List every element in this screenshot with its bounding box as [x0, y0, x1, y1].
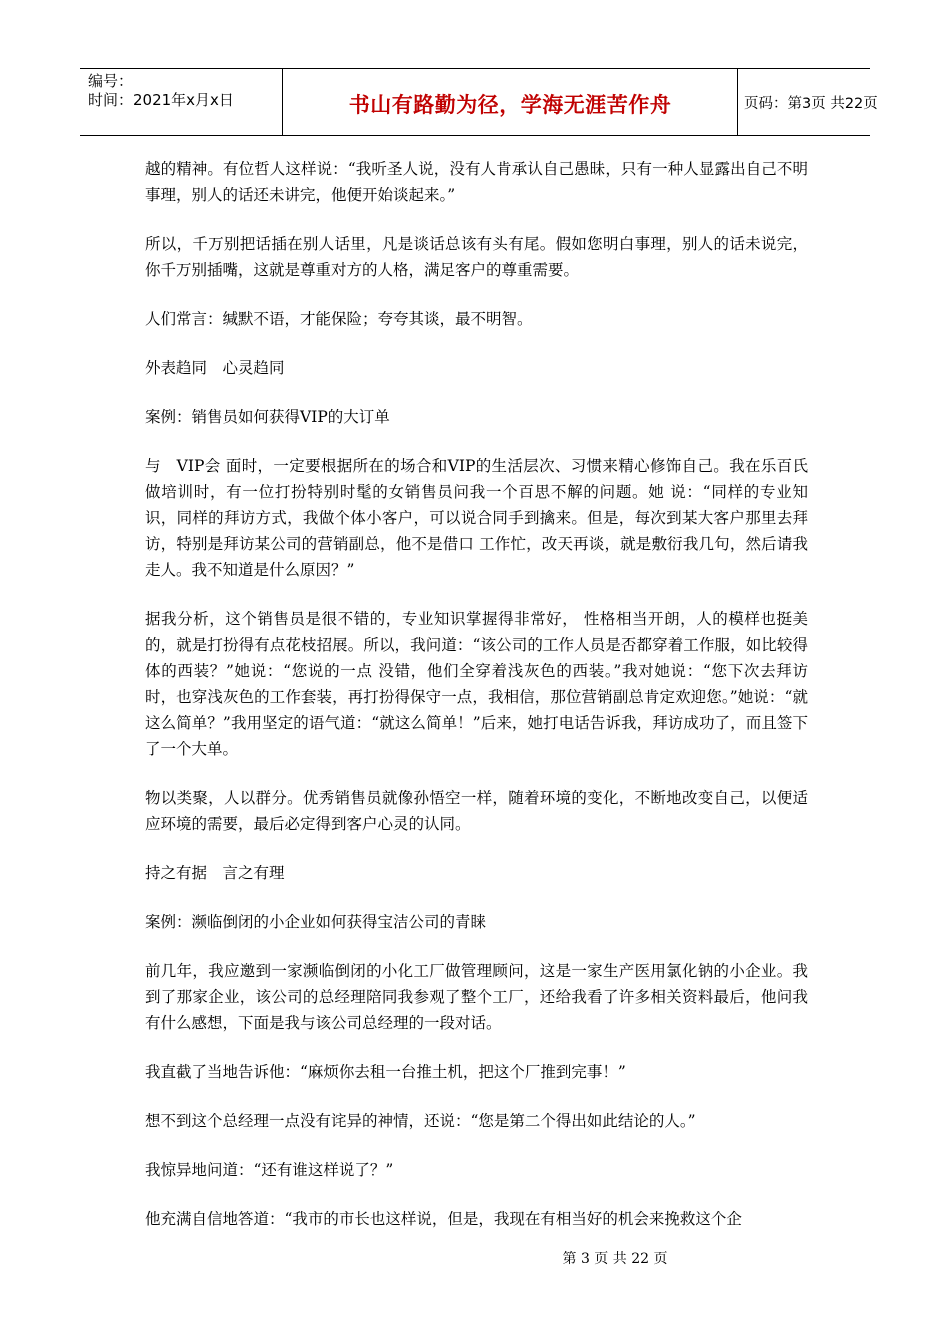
- section-heading: 持之有据 言之有理: [145, 864, 285, 882]
- paragraph: 与 VIP会 面时，一定要根据所在的场合和VIP的生活层次、习惯来精心修饰自己。我在乐百氏做培训时，有一位打扮特别时髦的女销售员问我一个百思不解的问题。她 说：“同样的专业知识，同样的拜访方式，我做个体小客户，可以说合同手到擒来。但是，每次到某大客户那里去拜访，特别是拜访某公司的营销副总，他不是借口 工作忙，改天再谈，就是敷衍我几句，然后请我走人。我不知道是什么原因？”: [145, 457, 808, 579]
- serial-number-label: 编号：: [88, 72, 134, 90]
- paragraph: 想不到这个总经理一点没有诧异的神情，还说：“您是第二个得出如此结论的人。”: [145, 1112, 696, 1130]
- paragraph: 据我分析，这个销售员是很不错的，专业知识掌握得非常好， 性格相当开朗，人的模样也挺美的，就是打扮得有点花枝招展。所以，我问道：“该公司的工作人员是否都穿着工作服，如比较得体的西装？”她说：“您说的一点 没错，他们全穿着浅灰色的西装。”我对她说：“您下次去拜访时，也穿浅灰色的工作套装，再打扮得保守一点，我相信，那位营销副总肯定欢迎您。”她说：“就 这么简单？”我用坚定的语气道：“就这么简单！”后来，她打电话告诉我，拜访成功了，而且签下了一个大单。: [145, 610, 808, 758]
- case-title: 案例：濒临倒闭的小企业如何获得宝洁公司的青睐: [145, 913, 487, 931]
- date-label: 时间：2021年x月x日: [88, 91, 234, 109]
- paragraph: 他充满自信地答道：“我市的市长也这样说，但是，我现在有相当好的机会来挽救这个企: [145, 1210, 742, 1228]
- header-page-cell: [738, 69, 878, 135]
- paragraph: 我直截了当地告诉他：“麻烦你去租一台推土机，把这个厂推到完事！”: [145, 1063, 626, 1081]
- page-footer: 第 3 页 共 22 页: [562, 1251, 668, 1267]
- paragraph: 前几年，我应邀到一家濒临倒闭的小化工厂做管理顾问，这是一家生产医用氯化钠的小企业。我到了那家企业，该公司的总经理陪同我参观了整个工厂，还给我看了许多相关资料最后，他问我有什么感想，下面是我与该公司总经理的一段对话。: [145, 962, 808, 1032]
- motto-text: 书山有路勤为径，学海无涯苦作舟: [348, 93, 672, 117]
- paragraph: 人们常言：缄默不语，才能保险；夸夸其谈，最不明智。: [145, 310, 533, 328]
- paragraph: 所以，千万别把话插在别人话里，凡是谈话总该有头有尾。假如您明白事理，别人的话未说完，你千万别插嘴，这就是尊重对方的人格，满足客户的尊重需要。: [145, 235, 808, 279]
- document-header: [80, 68, 878, 136]
- document-body: [145, 156, 808, 1232]
- header-motto-cell: [282, 69, 738, 135]
- section-heading: 外表趋同 心灵趋同: [145, 359, 285, 377]
- paragraph: 物以类聚，人以群分。优秀销售员就像孙悟空一样，随着环境的变化，不断地改变自己，以便适应环境的需要，最后必定得到客户心灵的认同。: [145, 789, 808, 833]
- header-meta-cell: [80, 69, 282, 135]
- paragraph: 我惊异地问道：“还有谁这样说了？”: [145, 1161, 394, 1179]
- page-code-label: 页码：第3页 共22页: [744, 95, 878, 112]
- paragraph: 越的精神。有位哲人这样说：“我听圣人说，没有人肯承认自己愚昧，只有一种人显露出自己不明事理，别人的话还未讲完，他便开始谈起来。”: [145, 160, 808, 204]
- case-title: 案例：销售员如何获得VIP的大订单: [145, 408, 390, 426]
